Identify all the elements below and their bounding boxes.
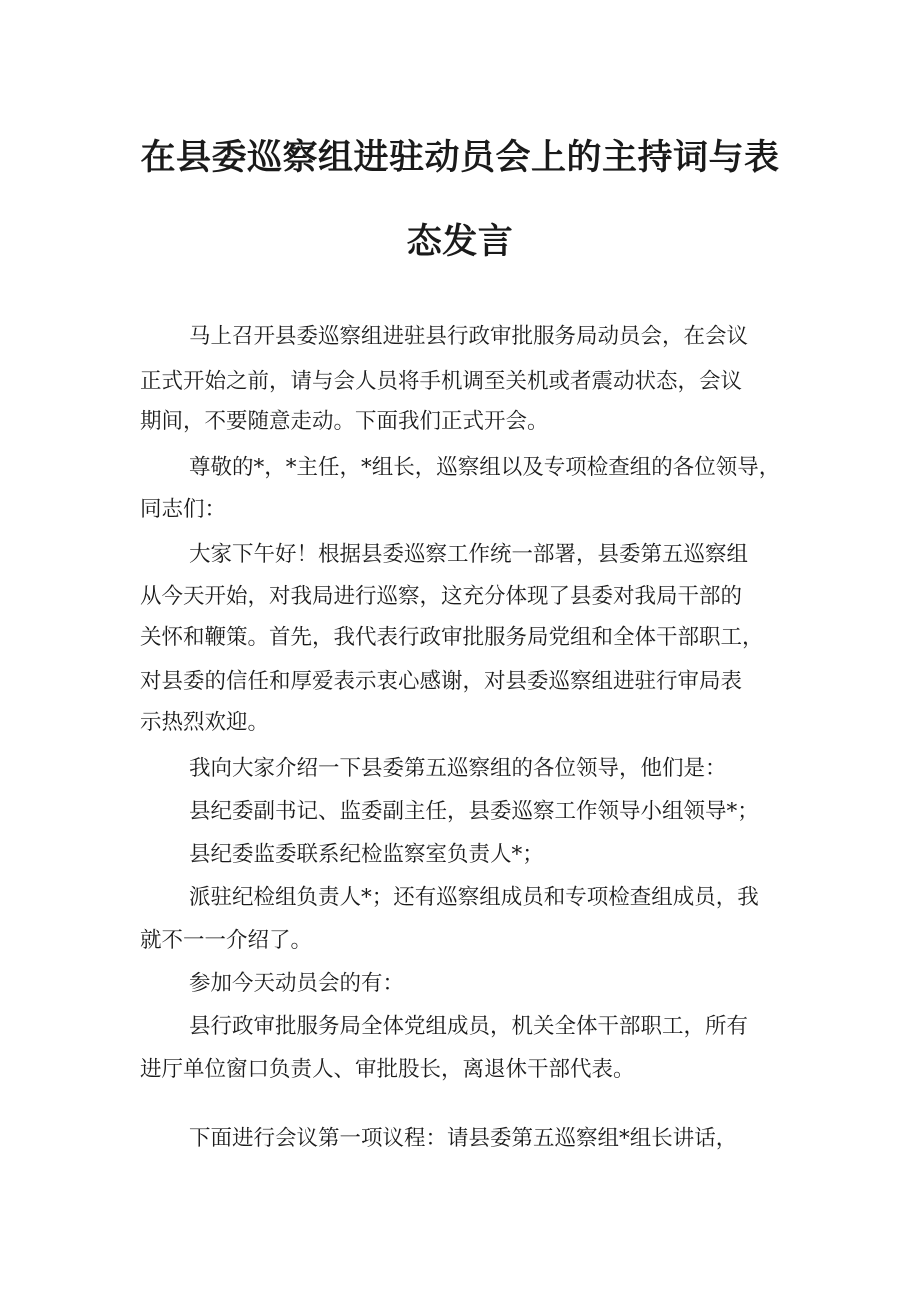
paragraph-8-line-1: 参加今天动员会的有：: [189, 971, 405, 996]
paragraph-2-line-1: 尊敬的*，*主任，*组长，巡察组以及专项检查组的各位领导，: [189, 455, 781, 480]
paragraph-10-line-1: 下面进行会议第一项议程：请县委第五巡察组*组长讲话，: [189, 1126, 738, 1151]
paragraph-7-line-2: 就不一一介绍了。: [140, 928, 313, 953]
paragraph-3-line-3: 关怀和鞭策。首先，我代表行政审批服务局党组和全体干部职工，: [140, 625, 764, 650]
paragraph-5-line-1: 县纪委副书记、监委副主任，县委巡察工作领导小组领导*；: [189, 799, 759, 824]
paragraph-1-line-1: 马上召开县委巡察组进驻县行政审批服务局动员会，在会议: [189, 324, 749, 349]
paragraph-3-line-4: 对县委的信任和厚爱表示衷心感谢，对县委巡察组进驻行审局表: [140, 669, 743, 694]
document-title-line-1: 在县委巡察组进驻动员会上的主持词与表: [140, 138, 780, 178]
paragraph-3-line-1: 大家下午好！根据县委巡察工作统一部署，县委第五巡察组: [189, 542, 749, 567]
paragraph-7-line-1: 派驻纪检组负责人*；还有巡察组成员和专项检查组成员，我: [189, 885, 759, 910]
paragraph-9-line-1: 县行政审批服务局全体党组成员，机关全体干部职工，所有: [189, 1014, 749, 1039]
paragraph-6-line-1: 县纪委监委联系纪检监察室负责人*；: [189, 842, 544, 867]
paragraph-3-line-5: 示热烈欢迎。: [140, 710, 270, 735]
paragraph-3-line-2: 从今天开始，对我局进行巡察，这充分体现了县委对我局干部的: [140, 584, 743, 609]
document-title-line-2: 态发言: [406, 222, 514, 262]
paragraph-2-line-2: 同志们：: [140, 497, 227, 522]
paragraph-4-line-1: 我向大家介绍一下县委第五巡察组的各位领导，他们是：: [189, 756, 727, 781]
paragraph-1-line-3: 期间，不要随意走动。下面我们正式开会。: [140, 409, 549, 434]
paragraph-1-line-2: 正式开始之前，请与会人员将手机调至关机或者震动状态，会议: [140, 369, 743, 394]
paragraph-9-line-2: 进厅单位窗口负责人、审批股长，离退休干部代表。: [140, 1057, 635, 1082]
